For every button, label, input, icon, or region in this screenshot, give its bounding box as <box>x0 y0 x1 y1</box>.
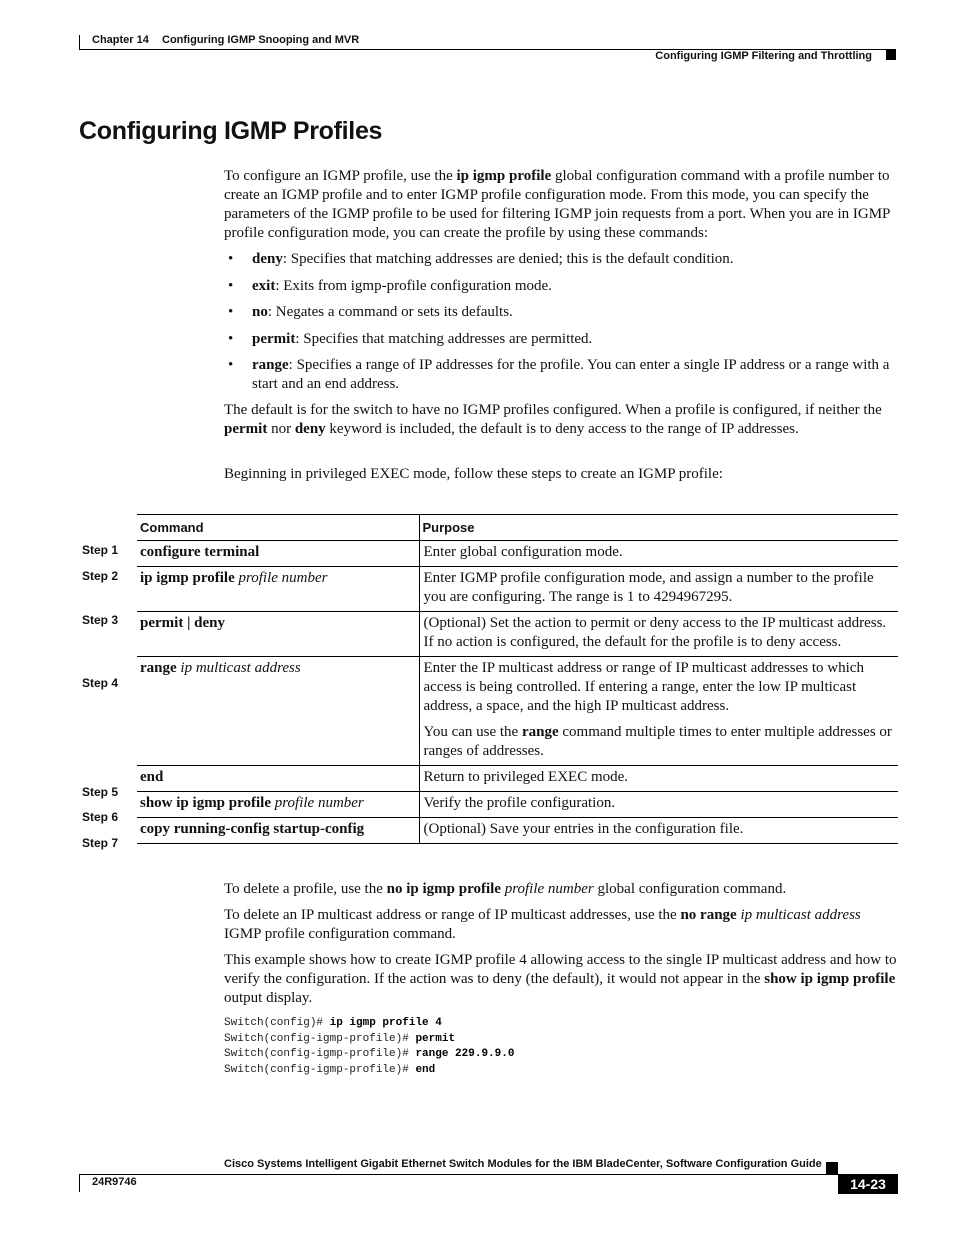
command-cell: ip igmp profile profile number <box>137 567 419 612</box>
steps-intro: Beginning in privileged EXEC mode, follow these steps to create an IGMP profile: <box>224 466 723 482</box>
purpose-cell: Verify the profile configuration. <box>419 792 898 818</box>
purpose-cell <box>419 657 898 766</box>
step-label: Step 2 <box>82 569 119 583</box>
footer-title: Cisco Systems Intelligent Gigabit Ethernet Switch Modules for the IBM BladeCenter, Software Configuration Guide <box>224 1158 822 1170</box>
table-row <box>137 567 898 612</box>
code-example <box>224 1016 514 1079</box>
delete-profile-paragraph: To delete a profile, use the no ip igmp profile profile number global configuration command. <box>224 881 787 897</box>
table-row <box>137 541 898 567</box>
default-paragraph: The default is for the switch to have no IGMP profiles configured. When a profile is configured, if neither the permit nor deny keyword is included, the default is to deny access to the range of IP addresses. <box>224 402 882 437</box>
step-label: Step 4 <box>82 676 119 690</box>
delete-range-paragraph: To delete an IP multicast address or range of IP multicast addresses, use the no range ip multicast address IGMP profile configuration command. <box>224 907 861 942</box>
purpose-cell: (Optional) Save your entries in the configuration file. <box>419 818 898 844</box>
command-cell: end <box>137 766 419 792</box>
page-number: 14-23 <box>838 1174 898 1194</box>
chapter-number: Chapter 14 <box>92 34 149 46</box>
steps-table <box>137 514 898 844</box>
code-line: Switch(config-igmp-profile)# end <box>224 1064 436 1077</box>
step-label: Step 3 <box>82 613 119 627</box>
step-label: Step 1 <box>82 543 119 557</box>
command-cell: permit | deny <box>137 612 419 657</box>
chapter-title: Configuring IGMP Snooping and MVR <box>162 34 360 46</box>
table-row <box>137 766 898 792</box>
section-title: Configuring IGMP Filtering and Throttling <box>655 50 872 62</box>
list-item: • permit: Specifies that matching addresses are permitted. <box>228 330 593 347</box>
page-title: Configuring IGMP Profiles <box>79 117 383 145</box>
example-paragraph: This example shows how to create IGMP profile 4 allowing access to the single IP multicast address and how to verify the configuration. If the action was to deny (the default), it would not appear in the show ip igmp profile output display. <box>224 952 897 1006</box>
header-rule-vertical <box>79 35 80 49</box>
code-line: Switch(config)# ip igmp profile 4 <box>224 1017 442 1029</box>
command-cell: show ip igmp profile profile number <box>137 792 419 818</box>
purpose-cell: Enter global configuration mode. <box>419 541 898 567</box>
table-row <box>137 612 898 657</box>
list-item: • no: Negates a command or sets its defaults. <box>228 304 513 320</box>
purpose-note: You can use the range command multiple times to enter multiple addresses or ranges of addresses. <box>423 724 892 759</box>
table-header-row <box>137 515 898 541</box>
purpose-cell: Enter IGMP profile configuration mode, and assign a number to the profile you are configuring. The range is 1 to 4294967295. <box>419 567 898 612</box>
document-number: 24R9746 <box>92 1176 137 1188</box>
code-line: Switch(config-igmp-profile)# permit <box>224 1032 456 1045</box>
footer-rule-vertical <box>79 1174 80 1192</box>
intro-paragraph: To configure an IGMP profile, use the ip igmp profile global configuration command with a profile number to create an IGMP profile and to enter IGMP profile configuration mode. From this mode, you can specify the parameters of the IGMP profile to be used for filtering IGMP join requests from a port. When you are in IGMP profile configuration mode, you can create the profile by using these commands: <box>224 168 890 241</box>
command-column-header: Command <box>137 515 419 541</box>
purpose-text: Enter the IP multicast address or range of IP multicast addresses to which access is being controlled. If entering a range, enter the low IP multicast address, a space, and the high IP multicast address. <box>423 660 864 714</box>
table-row <box>137 657 898 766</box>
step-label: Step 6 <box>82 810 119 824</box>
command-cell: range ip multicast address <box>137 657 419 766</box>
purpose-cell: Return to privileged EXEC mode. <box>419 766 898 792</box>
purpose-cell: (Optional) Set the action to permit or deny access to the IP multicast address. If no action is configured, the default for the profile is to deny access. <box>419 612 898 657</box>
step-label: Step 5 <box>82 785 119 799</box>
step-label: Step 7 <box>82 836 119 850</box>
header-marker <box>886 50 896 60</box>
purpose-column-header: Purpose <box>419 515 898 541</box>
command-cell: configure terminal <box>137 541 419 567</box>
command-cell: copy running-config startup-config <box>137 818 419 844</box>
command-list <box>224 250 900 402</box>
table-row <box>137 818 898 844</box>
list-item: • range: Specifies a range of IP addresses for the profile. You can enter a single IP address or a range with a start and an end address. <box>228 357 890 392</box>
code-line: Switch(config-igmp-profile)# range 229.9.9.0 <box>224 1048 515 1061</box>
table-row <box>137 792 898 818</box>
list-item: • deny: Specifies that matching addresses are denied; this is the default condition. <box>228 251 734 267</box>
list-item: • exit: Exits from igmp-profile configuration mode. <box>228 277 552 294</box>
footer-rule <box>79 1174 839 1175</box>
footer-marker <box>826 1162 838 1174</box>
